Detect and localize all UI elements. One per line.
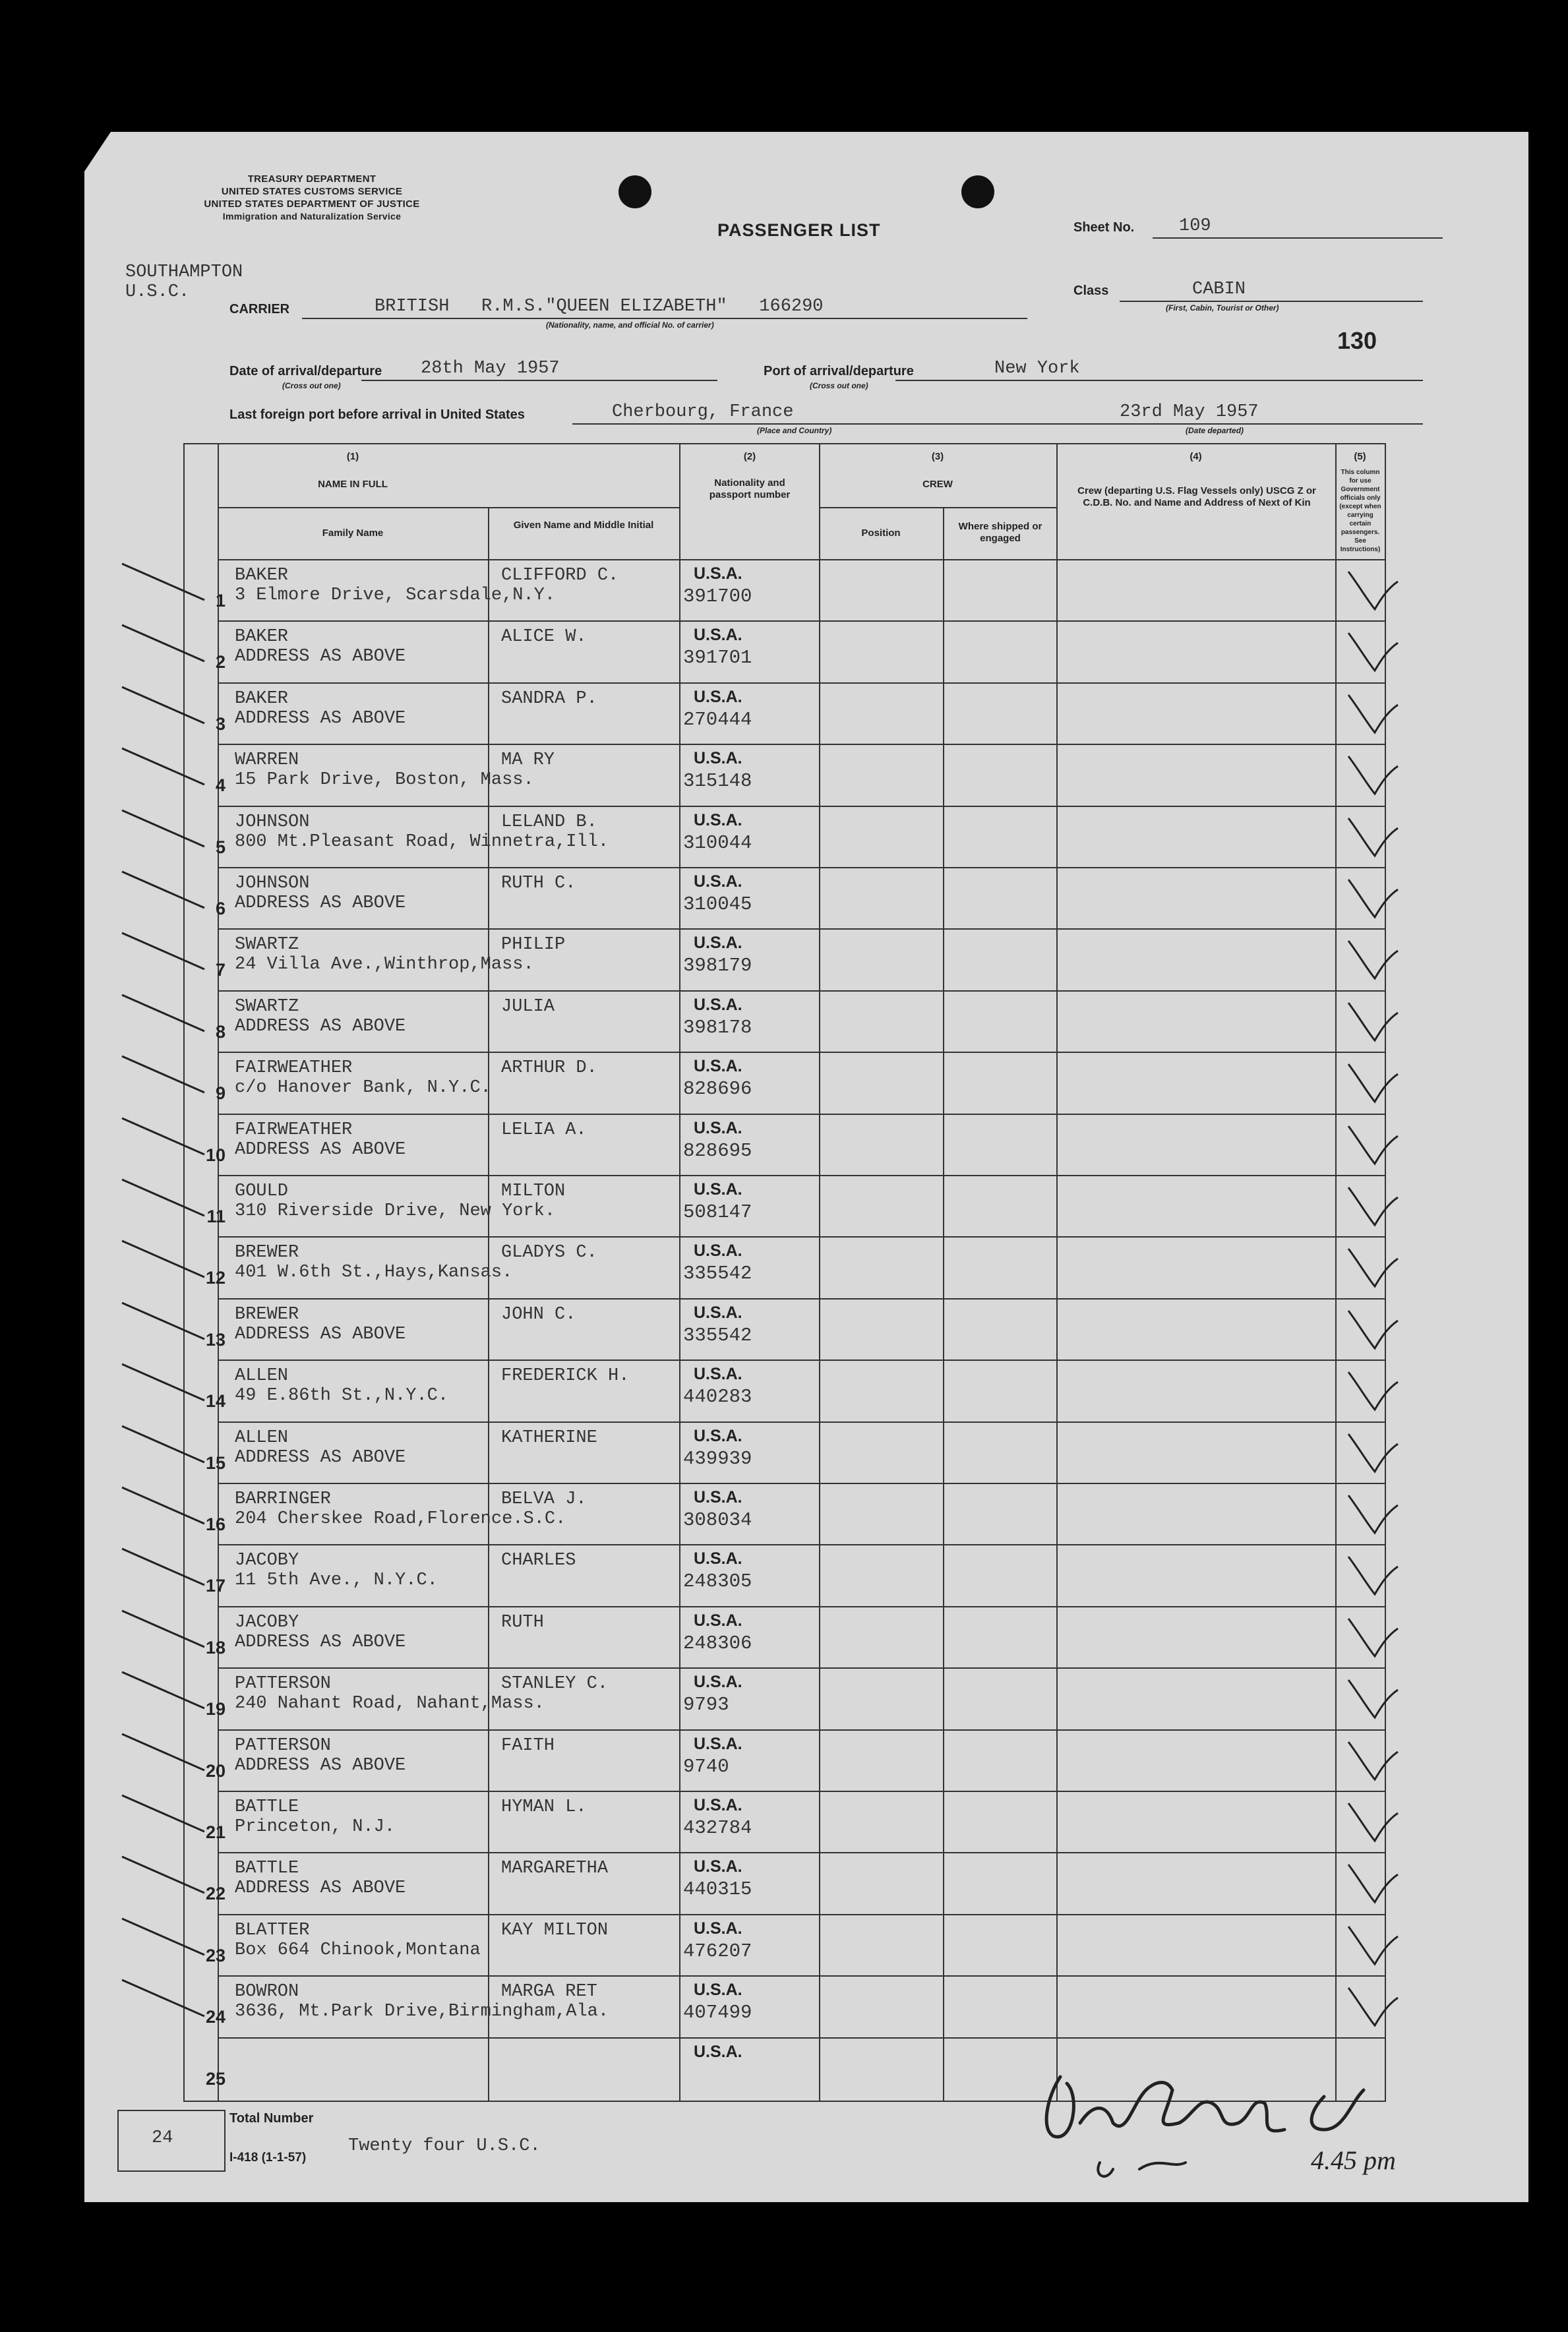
passport-number: 315148 [683,770,752,792]
position-header: Position [861,527,901,539]
passport-number: 9793 [683,1694,729,1716]
row-number: 18 [205,1637,226,1658]
nationality: U.S.A. [694,1919,742,1938]
given-name: LELAND B. [501,812,597,832]
sheet-label: Sheet No. [1073,220,1135,235]
row-number: 15 [205,1452,226,1473]
check-mark-icon [1345,568,1404,614]
table-row [185,1669,1385,1730]
family-name: JOHNSON [235,812,310,832]
address: ADDRESS AS ABOVE [235,1755,406,1776]
nationality: U.S.A. [694,1426,742,1445]
table-row [185,622,1385,683]
table-row [185,1238,1385,1299]
check-mark-icon [1345,1553,1404,1600]
nationality: U.S.A. [694,1611,742,1630]
passport-number: 335542 [683,1263,752,1285]
carrier-label: CARRIER [229,302,290,316]
last-port-value: Cherbourg, France [612,402,794,422]
table-row [185,1176,1385,1238]
date-departed-caption: (Date departed) [1186,426,1244,435]
table-row [185,1115,1385,1176]
given-name: KAY MILTON [501,1920,609,1940]
header-bottom-rule [218,559,1385,560]
passenger-list-sheet [84,132,1528,2202]
family-name: GOULD [235,1181,289,1201]
tally-mark-icon [119,745,211,798]
address: ADDRESS AS ABOVE [235,1016,406,1036]
row-number: 3 [215,713,226,734]
family-name: SWARTZ [235,996,299,1017]
address: 24 Villa Ave.,Winthrop,Mass. [235,955,534,975]
check-mark-icon [1345,1739,1404,1785]
nationality: U.S.A. [694,1549,742,1569]
passport-number: 508147 [683,1201,752,1223]
tally-mark-icon [119,1792,211,1845]
address: 49 E.86th St.,N.Y.C. [235,1386,449,1406]
address: 310 Riverside Drive, New York. [235,1201,556,1221]
tally-mark-icon [119,1423,211,1476]
row-number: 23 [205,1945,226,1965]
given-name: KATHERINE [501,1427,597,1448]
given-name: JOHN C. [501,1304,576,1325]
given-name: HYMAN L. [501,1797,587,1817]
check-mark-icon [1345,1615,1404,1661]
row-number: 20 [205,1760,226,1781]
nationality: U.S.A. [694,626,742,645]
address: ADDRESS AS ABOVE [235,647,406,667]
passport-number: 432784 [683,1817,752,1839]
time-note: 4.45 pm [1311,2145,1396,2175]
tally-mark-icon [119,1300,211,1352]
nationality: U.S.A. [694,1180,742,1199]
check-mark-icon [1345,815,1404,861]
passport-number: 828695 [683,1139,752,1162]
port-stamp-line1: SOUTHAMPTON [125,262,243,282]
family-name: BAKER [235,688,289,709]
table-row [185,1484,1385,1545]
table-row [185,1545,1385,1607]
date-departed-value: 23rd May 1957 [1120,402,1259,422]
table-row [185,1915,1385,1977]
address: 11 5th Ave., N.Y.C. [235,1570,438,1591]
given-name: MARGA RET [501,1982,597,2002]
given-name: STANLEY C. [501,1674,609,1694]
date-value: 28th May 1957 [421,359,560,378]
given-name: JULIA [501,996,555,1017]
address: 15 Park Drive, Boston, Mass. [235,770,534,791]
row-number: 4 [215,775,226,796]
address: 240 Nahant Road, Nahant,Mass. [235,1694,545,1714]
row-number: 9 [215,1083,226,1104]
nationality: U.S.A. [694,995,742,1014]
given-name: GLADYS C. [501,1243,597,1263]
table-row [185,1607,1385,1669]
address: ADDRESS AS ABOVE [235,1139,406,1160]
tally-mark-icon [119,1545,211,1598]
passport-number: 440283 [683,1386,752,1408]
table-row [185,868,1385,930]
address: ADDRESS AS ABOVE [235,708,406,729]
nationality: U.S.A. [694,1118,742,1137]
family-name: WARREN [235,750,299,771]
family-name: FAIRWEATHER [235,1120,353,1140]
col5-number: (5) [1354,451,1366,462]
form-title: PASSENGER LIST [717,220,881,240]
family-name: BATTLE [235,1859,299,1879]
passport-number: 310044 [683,831,752,854]
row-number: 16 [205,1514,226,1534]
crossout-caption: (Cross out one) [282,381,341,390]
row-number: 12 [205,1268,226,1288]
page-number: 130 [1337,327,1377,354]
crossout-caption: (Cross out one) [810,381,868,390]
address: 3 Elmore Drive, Scarsdale,N.Y. [235,585,556,605]
nationality: U.S.A. [694,564,742,583]
tally-mark-icon [119,1115,211,1168]
check-mark-icon [1345,938,1404,984]
underline [361,380,717,381]
check-mark-icon [1345,1492,1404,1538]
passport-number: 398178 [683,1016,752,1038]
tally-mark-icon [119,1731,211,1783]
table-row [185,1053,1385,1114]
nationality: U.S.A. [694,687,742,706]
tally-mark-icon [119,1238,211,1290]
port-stamp-line2: U.S.C. [125,282,190,302]
form-number: I-418 (1-1-57) [229,2151,307,2165]
address: 401 W.6th St.,Hays,Kansas. [235,1263,513,1283]
last-port-label: Last foreign port before arrival in United States [229,407,525,422]
total-box [117,2110,226,2172]
class-caption: (First, Cabin, Tourist or Other) [1166,303,1279,313]
nationality: U.S.A. [694,1734,742,1753]
col1-number: (1) [346,451,359,462]
agency-block [124,173,500,223]
address: 204 Cherskee Road,Florence.S.C. [235,1509,566,1529]
row-number: 2 [215,652,226,673]
tally-mark-icon [119,1176,211,1229]
row-number: 22 [205,1884,226,1904]
family-name: FAIRWEATHER [235,1058,353,1079]
address: 800 Mt.Pleasant Road, Winnetra,Ill. [235,831,609,852]
last-port-caption: (Place and Country) [757,426,832,435]
agency-line: UNITED STATES DEPARTMENT OF JUSTICE [204,198,420,210]
tally-mark-icon [119,1977,211,2029]
col2-title: Nationality and passport number [709,477,791,500]
tally-mark-icon [119,684,211,736]
nationality: U.S.A. [694,1796,742,1814]
nationality: U.S.A. [694,749,742,768]
table-row [185,1853,1385,1915]
family-name: BAKER [235,566,289,585]
family-name-header: Family Name [322,527,384,539]
underline [1153,237,1443,239]
family-name: BARRINGER [235,1489,331,1509]
check-mark-icon [1345,1245,1404,1292]
row-number: 19 [205,1699,226,1719]
given-name: ALICE W. [501,627,587,647]
passport-number: 308034 [683,1509,752,1531]
tally-mark-icon [119,1669,211,1721]
port-value: New York [994,359,1080,378]
check-mark-icon [1345,1000,1404,1046]
agency-line: Immigration and Naturalization Service [222,211,402,222]
row-number: 6 [215,899,226,918]
address: ADDRESS AS ABOVE [235,1447,406,1468]
table-row [185,992,1385,1053]
given-name: MA RY [501,750,555,771]
check-mark-icon [1345,1431,1404,1477]
total-label: Total Number [229,2111,314,2126]
col4-number: (4) [1190,451,1202,462]
passport-number: 310045 [683,893,752,915]
table-row [185,684,1385,745]
check-mark-icon [1345,1184,1404,1230]
address: Princeton, N.J. [235,1817,396,1837]
given-name: LELIA A. [501,1120,587,1140]
check-mark-icon [1345,753,1404,799]
header-rule [218,507,679,508]
nationality: U.S.A. [694,1303,742,1322]
nationality: U.S.A. [694,810,742,829]
address: 3636, Mt.Park Drive,Birmingham,Ala. [235,2002,609,2022]
row-number: 5 [215,837,226,857]
check-mark-icon [1345,876,1404,922]
total-value: Twenty four U.S.C. [348,2136,541,2156]
check-mark-icon [1345,1123,1404,1169]
passport-number: 248305 [683,1570,752,1593]
family-name: BOWRON [235,1982,299,2002]
check-mark-icon [1345,692,1404,738]
official-signature [1034,2004,1482,2189]
check-mark-icon [1345,1861,1404,1907]
given-name: FAITH [501,1735,555,1756]
family-name: PATTERSON [235,1674,331,1694]
agency-line: TREASURY DEPARTMENT [247,173,377,185]
tally-mark-icon [119,622,211,674]
row-number: 7 [215,960,226,980]
shipped-header: Where shipped or engaged [958,521,1042,544]
table-row [185,1423,1385,1484]
row-number: 21 [205,1822,226,1842]
passport-number: 248306 [683,1632,752,1654]
class-label: Class [1073,284,1109,298]
row-number: 25 [205,2068,226,2089]
given-name: RUTH [501,1612,544,1632]
row-number: 10 [205,1145,226,1165]
passport-number: 398179 [683,955,752,977]
given-name: MARGARETHA [501,1859,609,1879]
table-row [185,807,1385,868]
given-name: BELVA J. [501,1489,587,1509]
passport-number: 391701 [683,647,752,669]
tally-mark-icon [119,1053,211,1106]
tally-mark-icon [119,807,211,860]
address: ADDRESS AS ABOVE [235,1878,406,1899]
given-name: CLIFFORD C. [501,566,619,585]
address: ADDRESS AS ABOVE [235,1632,406,1652]
given-name: PHILIP [501,935,566,955]
col4-title: Crew (departing U.S. Flag Vessels only) USCG Z or C.D.B. No. and Name and Address of Next of Kin [1077,485,1316,508]
given-name: ARTHUR D. [501,1058,597,1079]
family-name: BATTLE [235,1797,299,1817]
col1-title: NAME IN FULL [318,479,388,490]
table-row [185,1792,1385,1853]
family-name: ALLEN [235,1427,289,1448]
check-mark-icon [1345,1369,1404,1415]
tally-mark-icon [119,1915,211,1968]
family-name: BREWER [235,1243,299,1263]
row-number: 1 [215,591,226,611]
family-name: ALLEN [235,1366,289,1387]
passport-number: 476207 [683,1940,752,1962]
row-number: 11 [206,1207,226,1226]
tally-mark-icon [119,1853,211,1906]
family-name: BREWER [235,1304,299,1325]
tally-mark-icon [119,992,211,1044]
total-box-value: 24 [152,2128,173,2148]
row-number: 24 [205,2007,226,2027]
check-mark-icon [1345,1923,1404,1969]
given-name: RUTH C. [501,874,576,893]
punch-hole [618,175,651,208]
passport-number: 270444 [683,708,752,731]
family-name: BLATTER [235,1920,310,1940]
nationality: U.S.A. [694,1673,742,1692]
col3-number: (3) [931,451,944,462]
address: ADDRESS AS ABOVE [235,893,406,913]
header-rule [819,507,1056,508]
underline [572,423,1423,425]
address: ADDRESS AS ABOVE [235,1324,406,1344]
passport-number: 439939 [683,1447,752,1470]
agency-line: UNITED STATES CUSTOMS SERVICE [221,186,403,197]
class-value: CABIN [1192,280,1246,299]
given-name: FREDERICK H. [501,1366,630,1387]
passport-number: 335542 [683,1324,752,1346]
nationality: U.S.A. [694,1857,742,1876]
col2-number: (2) [743,451,756,462]
tally-mark-icon [119,930,211,982]
row-number: 13 [205,1329,226,1350]
passport-number: 828696 [683,1078,752,1100]
col5-title: This column for use Government officials only (except when carrying certain passengers. See Instructions) [1339,469,1381,553]
underline [302,318,1027,319]
family-name: JOHNSON [235,874,310,893]
table-row [185,930,1385,991]
nationality: U.S.A. [694,872,742,891]
date-label: Date of arrival/departure [229,364,382,378]
check-mark-icon [1345,630,1404,676]
family-name: BAKER [235,627,289,647]
tally-mark-icon [119,1607,211,1660]
nationality: U.S.A. [694,1241,742,1261]
given-name-header: Given Name and Middle Initial [513,520,654,531]
check-mark-icon [1345,1677,1404,1723]
sheet-number: 109 [1179,216,1211,236]
given-name: SANDRA P. [501,688,597,709]
passport-number: 391700 [683,585,752,607]
underline [895,380,1423,381]
check-mark-icon [1345,1800,1404,1846]
carrier-value: BRITISH R.M.S."QUEEN ELIZABETH" 166290 [375,297,824,316]
family-name: SWARTZ [235,935,299,955]
tally-mark-icon [119,560,211,613]
table-row [185,1731,1385,1792]
given-name: MILTON [501,1181,566,1201]
check-mark-icon [1345,1061,1404,1107]
punch-hole [961,175,994,208]
family-name: JACOBY [235,1612,299,1632]
row-number: 17 [205,1576,226,1596]
passenger-table [183,443,1386,2102]
nationality: U.S.A. [694,1057,742,1076]
check-mark-icon [1345,1307,1404,1354]
address: Box 664 Chinook,Montana [235,1940,481,1960]
row-number: 8 [215,1021,226,1042]
tally-mark-icon [119,868,211,921]
nationality: U.S.A. [694,934,742,953]
nationality: U.S.A. [694,1488,742,1507]
passport-number: 9740 [683,1755,729,1778]
table-row [185,1300,1385,1361]
tally-mark-icon [119,1484,211,1537]
passport-number: 407499 [683,2002,752,2024]
port-label: Port of arrival/departure [764,364,914,378]
table-row [185,560,1385,622]
table-row [185,745,1385,806]
tally-mark-icon [119,1361,211,1414]
table-row [185,1361,1385,1422]
row-number: 14 [205,1391,226,1412]
passport-number: 440315 [683,1878,752,1901]
nationality: U.S.A. [694,2042,742,2061]
given-name: CHARLES [501,1551,576,1571]
family-name: JACOBY [235,1551,299,1571]
nationality: U.S.A. [694,1365,742,1384]
carrier-caption: (Nationality, name, and official No. of carrier) [546,320,714,330]
col3-title: CREW [922,479,953,490]
torn-corner [84,132,111,171]
underline [1120,301,1423,302]
family-name: PATTERSON [235,1735,331,1756]
address: c/o Hanover Bank, N.Y.C. [235,1078,491,1098]
nationality: U.S.A. [694,1981,742,2000]
